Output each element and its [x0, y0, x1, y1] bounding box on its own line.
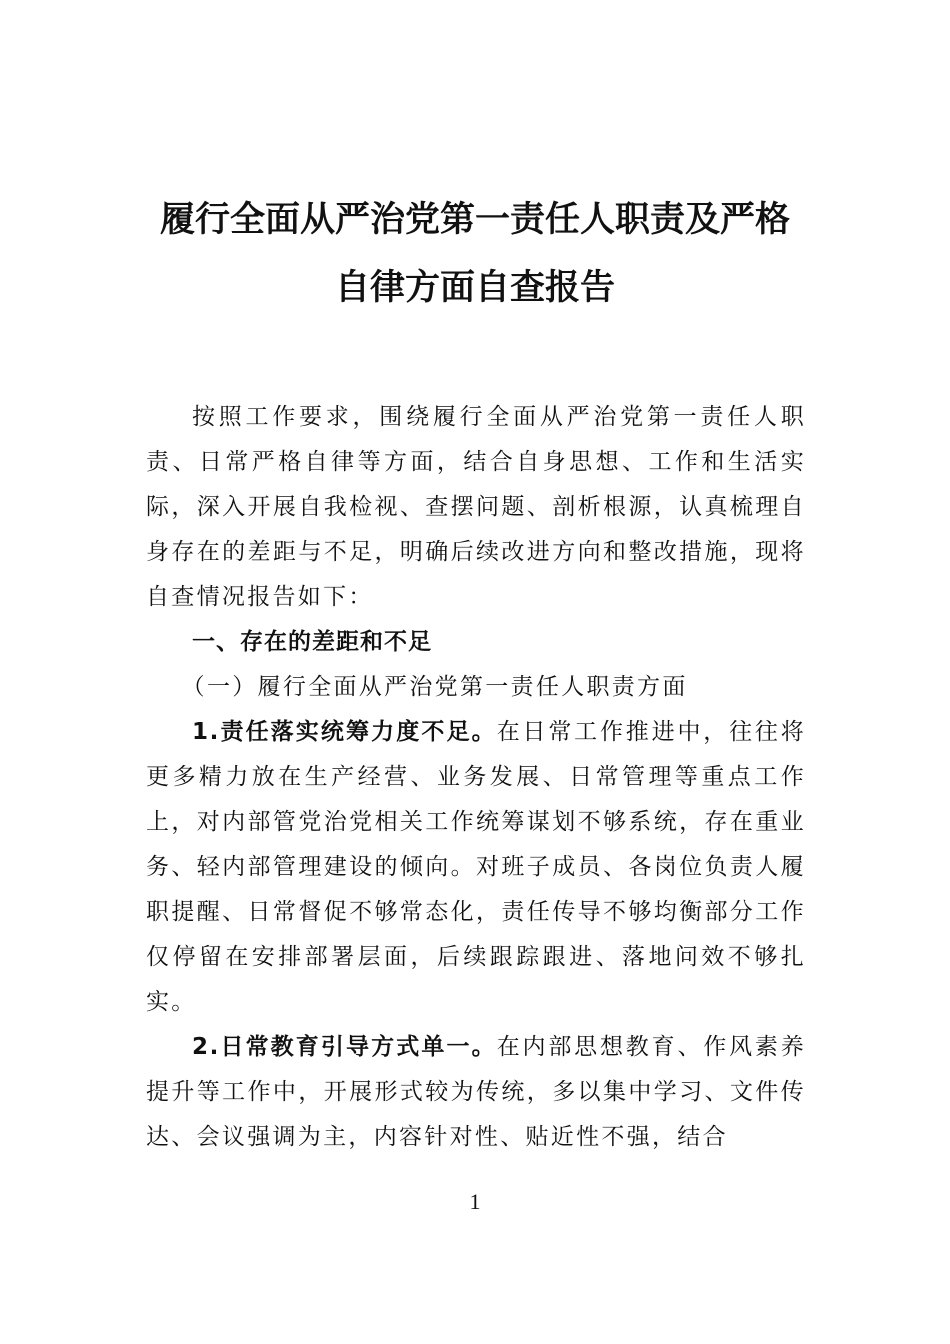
document-body [146, 395, 806, 1160]
item-paragraph-2 [146, 1025, 806, 1160]
section-heading: 一、存在的差距和不足 [192, 629, 432, 655]
subsection-heading: （一）履行全面从严治党第一责任人职责方面 [181, 674, 688, 700]
item-text-2: 在内部思想教育、作风素养提升等工作中，开展形式较为传统，多以集中学习、文件传达、会议强调为主，内容针对性、贴近性不强，结合 [146, 1034, 806, 1150]
intro-paragraph: 按照工作要求，围绕履行全面从严治党第一责任人职责、日常严格自律等方面，结合自身思想、工作和生活实际，深入开展自我检视、查摆问题、剖析根源，认真梳理自身存在的差距与不足，明确后续改进方向和整改措施，现将自查情况报告如下： [146, 404, 806, 610]
document-title-line-1: 履行全面从严治党第一责任人职责及严格 [159, 200, 790, 240]
item-lead-2: 2.日常教育引导方式单一。 [192, 1034, 497, 1060]
page-number: 1 [469, 1189, 481, 1214]
item-paragraph-1 [146, 710, 806, 1025]
item-text-1: 在日常工作推进中，往往将更多精力放在生产经营、业务发展、日常管理等重点工作上，对内部管党治党相关工作统筹谋划不够系统，存在重业务、轻内部管理建设的倾向。对班子成员、各岗位负责人履职提醒、日常督促不够常态化，责任传导不够均衡部分工作仅停留在安排部署层面，后续跟踪跟进、落地问效不够扎实。 [146, 719, 806, 1015]
document-title-line-2: 自律方面自查报告 [334, 268, 615, 308]
item-lead-1: 1.责任落实统筹力度不足。 [192, 719, 497, 745]
